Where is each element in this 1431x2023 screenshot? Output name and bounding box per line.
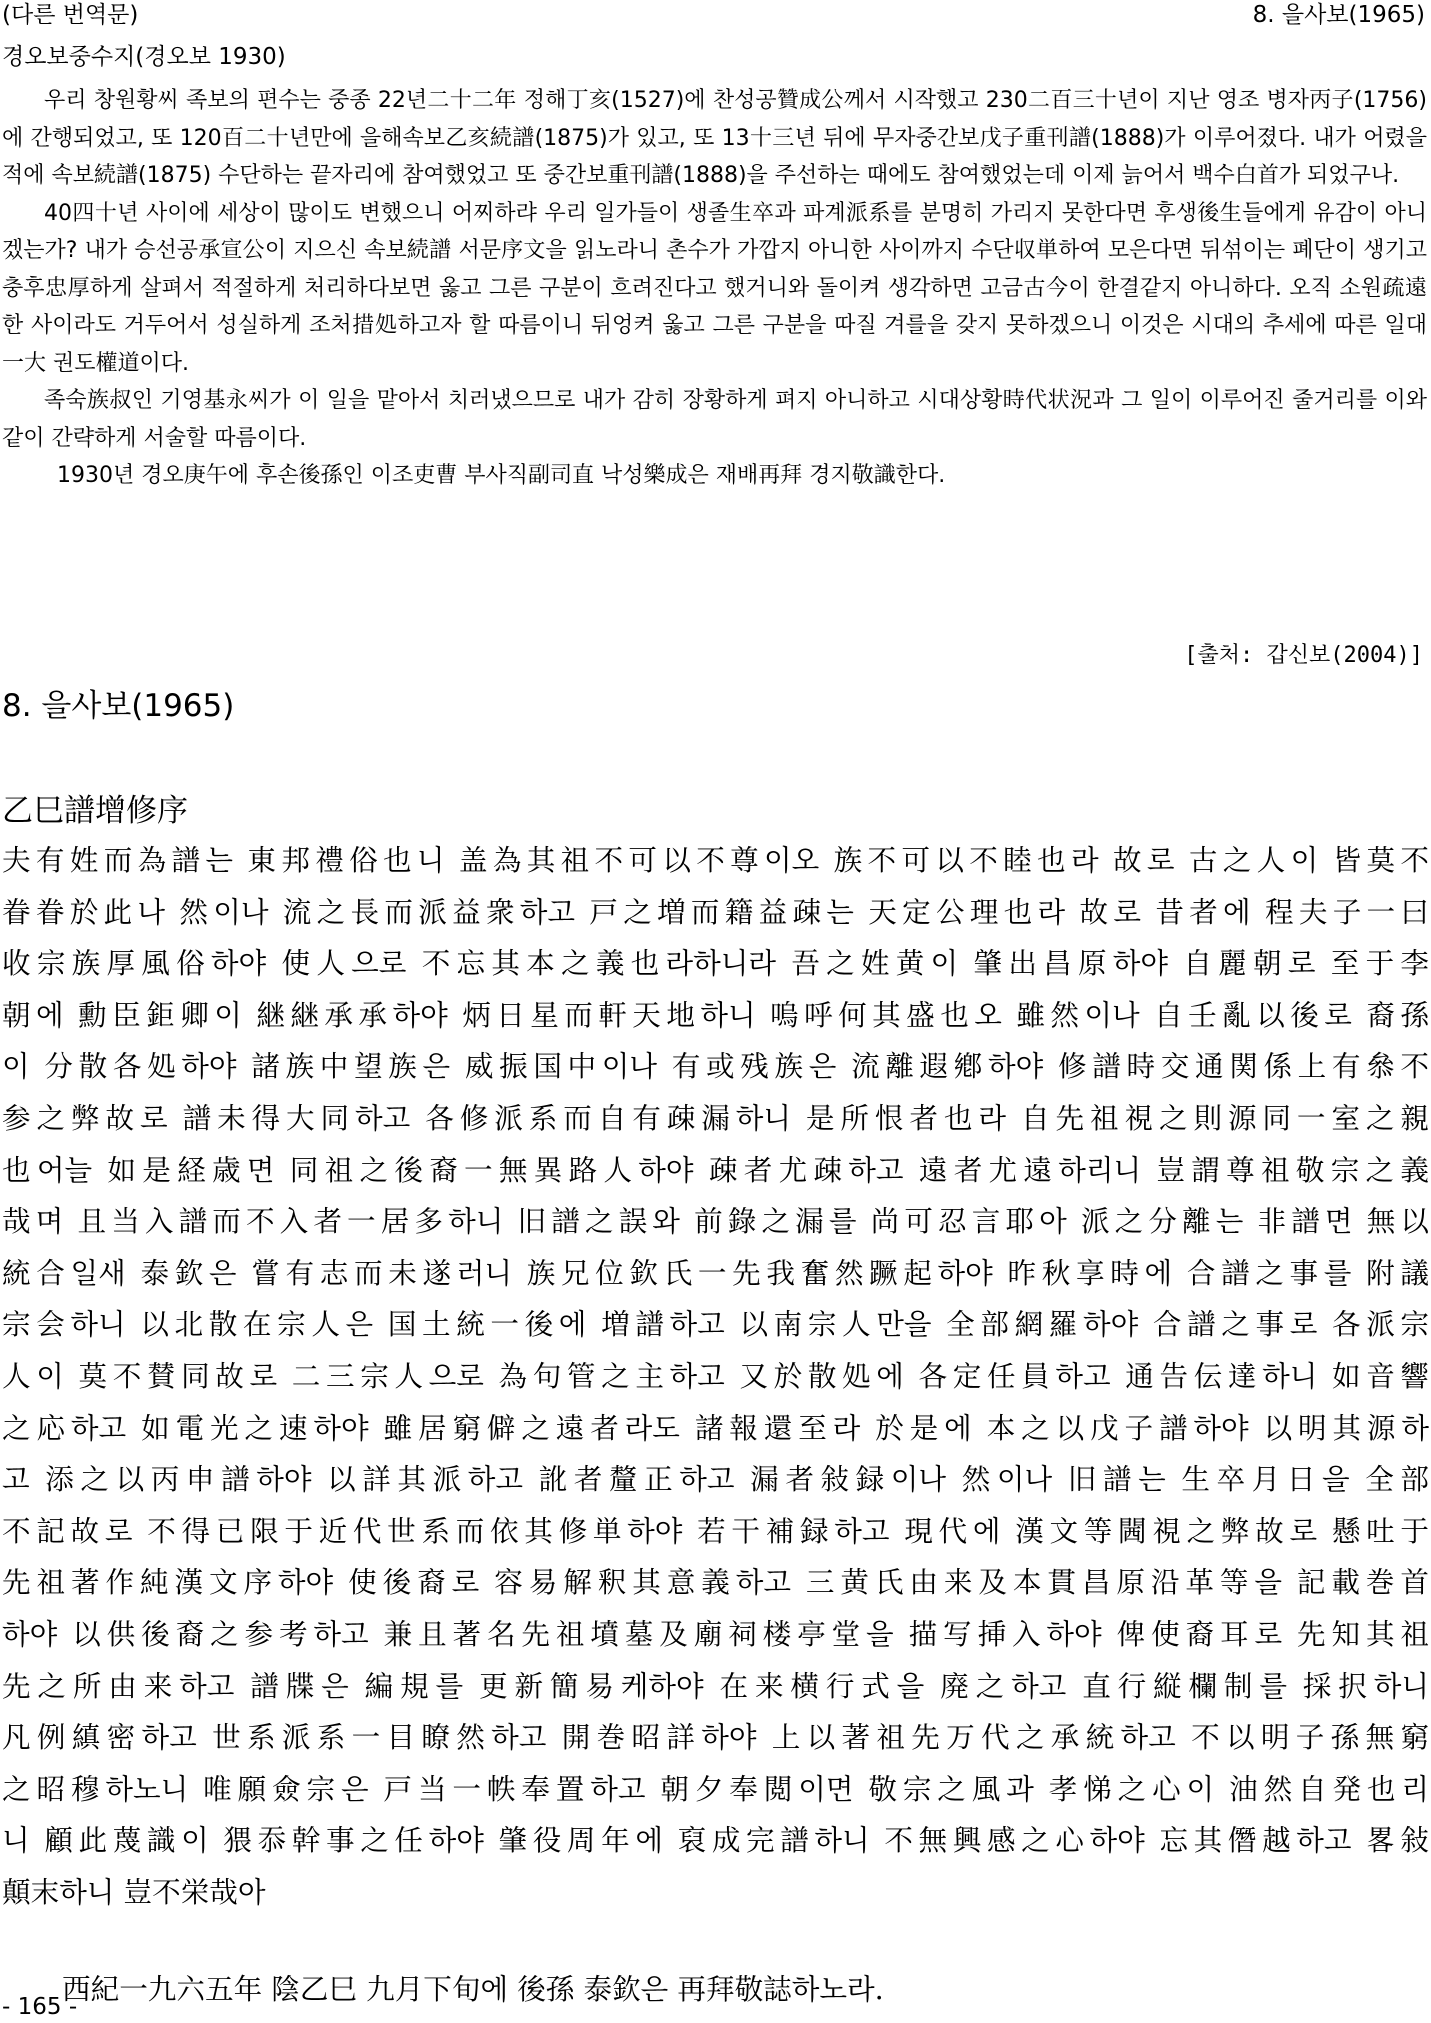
- preface-line: 之応하고 如電光之速하야 雖居窮僻之遠者라도 諸報還至라 於是에 本之以戊子譜하야 以明其源하: [2, 1410, 1429, 1445]
- page-number: - 165 -: [2, 1994, 78, 2020]
- preface-line: 凡例縝密하고 世系派系一目瞭然하고 開巻昭詳하야 上以著祖先万代之承統하고 不以明子孫無窮: [2, 1720, 1429, 1755]
- preface-line: 之昭穆하노니 唯願僉宗은 戸当一帙奉置하고 朝夕奉閲이면 敬宗之風과 孝悌之心이 油然自発也리: [2, 1771, 1429, 1806]
- preface-line: 也어늘 如是経歳면 同祖之後裔一無異路人하야 疎者尤疎하고 遠者尤遠하리니 豈謂尊祖敬宗之義: [2, 1152, 1429, 1187]
- preface-signature: 西紀一九六五年 陰乙巳 九月下旬에 後孫 泰欽은 再拜敬誌하노라.: [62, 1972, 884, 2006]
- section-heading: 8. 을사보(1965): [2, 688, 235, 724]
- source-citation: [출처: 갑신보(2004)]: [1184, 643, 1423, 668]
- running-header-right: 8. 을사보(1965): [1252, 2, 1425, 28]
- translation-paragraph: 1930년 경오庚午에 후손後孫인 이조吏曹 부사직副司直 낙성樂成은 재배再拜 경지敬識한다.: [57, 463, 946, 488]
- preface-line: 不記故로 不得已限于近代世系而依其修単하야 若干補録하고 現代에 漢文等閪視之弊故로 懸吐于: [2, 1513, 1429, 1548]
- preface-line: 朝에 勳臣鉅卿이 継継承承하야 炳日星而軒天地하니 嗚呼何其盛也오 雖然이나 自壬亂以後로 裔孫: [2, 997, 1429, 1032]
- translation-paragraph: 우리 창원황씨 족보의 편수는 중종 22년二十二年 정해丁亥(1527)에 찬성공贊成公께서 시작했고 230二百三十년이 지난 영조 병자丙子(1756)에 간행되었고, 또 120百二十년만에 을해속보乙亥続譜(1875)가 있고, 또 13十三년 뒤에 무자중간보戊子重刊譜(1888)가 이루어졌다. 내가 어렸을 적에 속보続譜(1875) 수단하는 끝자리에 참여했었고 또 중간보重刊譜(1888)을 주선하는 때에도 참여했었는데 이제 늙어서 백수白首가 되었구나.: [2, 88, 1427, 188]
- preface-line: 夫有姓而為譜는 東邦禮俗也니 盖為其祖不可以不尊이오 族不可以不睦也라 故로 古之人이 皆莫不: [2, 843, 1429, 877]
- preface-line: 統合일새 泰欽은 嘗有志而未遂러니 族兄位欽氏一先我奮然蹶起하야 昨秋享時에 合譜之事를 附議: [2, 1255, 1429, 1290]
- preface-line: 이 分散各処하야 諸族中望族은 威振国中이나 有或残族은 流離遐鄕하야 修譜時交通関係上有叅不: [2, 1049, 1429, 1084]
- preface-line: 顛末하니 豈不栄哉아: [2, 1874, 266, 1909]
- preface-title: 乙巳譜增修序: [2, 793, 188, 829]
- translation-paragraph: 족숙族叔인 기영基永씨가 이 일을 맡아서 치러냈으므로 내가 감히 장황하게 펴지 아니하고 시대상황時代状況과 그 일이 이루어진 줄거리를 이와같이 간략하게 서술할 따름이다.: [2, 388, 1427, 451]
- preface-line: 하야 以供後裔之参考하고 兼且著名先祖墳墓及廟祠楼亭堂을 描写挿入하야 俾使裔耳로 先知其祖: [2, 1616, 1429, 1651]
- translation-title: 경오보중수지(경오보 1930): [2, 44, 286, 70]
- translation-paragraph: 40四十년 사이에 세상이 많이도 변했으니 어찌하랴 우리 일가들이 생졸生卒과 파계派系를 분명히 가리지 못한다면 후생後生들에게 유감이 아니겠는가? 내가 승선공承宣公이 지으신 속보続譜 서문序文을 읽노라니 촌수가 가깝지 아니한 사이까지 수단収単하여 모은다면 뒤섞이는 폐단이 생기고 충후忠厚하게 살펴서 적절하게 처리하다보면 옳고 그른 구분이 흐려진다고 했거니와 돌이켜 생각하면 고금古今이 한결같지 아니하다. 오직 소원疏遠한 사이라도 거두어서 성실하게 조처措処하고자 할 따름이니 뒤엉켜 옳고 그른 구분을 따질 겨를을 갖지 못하겠으니 이것은 시대의 추세에 따른 일대一大 권도權道이다.: [2, 200, 1427, 376]
- preface-line: 收宗族厚風俗하야 使人으로 不忘其本之義也라하니라 吾之姓黄이 肇出昌原하야 自麗朝로 至于李: [2, 946, 1429, 981]
- running-header-left: (다른 번역문): [2, 2, 139, 28]
- preface-line: 参之弊故로 譜未得大同하고 各修派系而自有疎漏하니 是所恨者也라 自先祖視之則源同一室之親: [2, 1100, 1429, 1135]
- translation-body: [2, 82, 1427, 495]
- preface-line: 眷眷於此나 然이나 流之長而派益衆하고 戸之増而籍益疎는 天定公理也라 故로 昔者에 程夫子一曰: [2, 894, 1429, 929]
- preface-line: 哉며 且当入譜而不入者一居多하니 旧譜之誤와 前錄之漏를 尚可忍言耶아 派之分離는 非譜면 無以: [2, 1204, 1429, 1239]
- preface-line: 宗会하니 以北散在宗人은 国土統一後에 増譜하고 以南宗人만을 全部網羅하야 合譜之事로 各派宗: [2, 1307, 1429, 1342]
- preface-line: 니 顧此蔑識이 猥忝幹事之任하야 肇役周年에 裒成完譜하니 不無興感之心하야 忘其僭越하고 畧敍: [2, 1823, 1429, 1858]
- preface-line: 先祖著作純漢文序하야 使後裔로 容易解釈其意義하고 三黄氏由来及本貫昌原沿革等을 記載巻首: [2, 1565, 1429, 1600]
- preface-line: 고 添之以丙申譜하야 以詳其派하고 訛者釐正하고 漏者敍録이나 然이나 旧譜는 生卒月日을 全部: [2, 1462, 1429, 1497]
- preface-body: [2, 835, 1429, 1918]
- preface-line: 人이 莫不賛同故로 二三宗人으로 為句管之主하고 又於散処에 各定任員하고 通告伝達하니 如音響: [2, 1358, 1429, 1393]
- preface-line: 先之所由来하고 譜牒은 編規를 更新簡易케하야 在来横行式을 廃之하고 直行縦欄制를 採択하니: [2, 1668, 1429, 1703]
